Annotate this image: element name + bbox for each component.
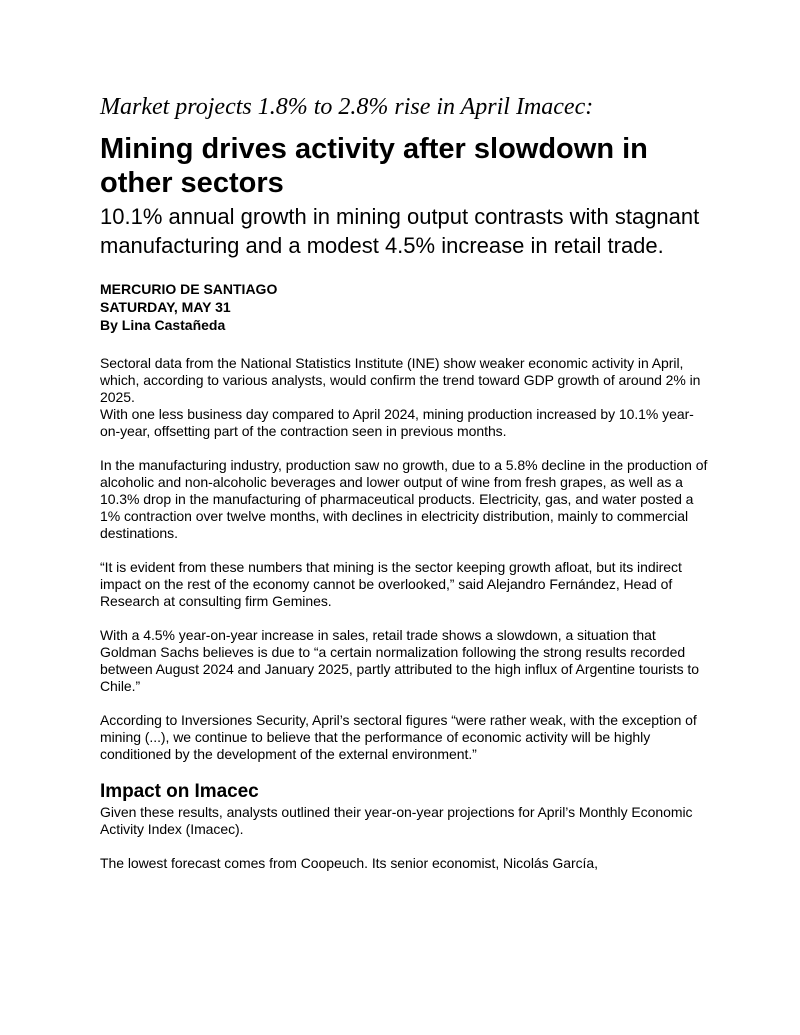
publication-date: SATURDAY, MAY 31 bbox=[100, 299, 231, 315]
section-paragraph: The lowest forecast comes from Coopeuch. Its senior economist, Nicolás García, bbox=[100, 855, 598, 871]
article-kicker: Market projects 1.8% to 2.8% rise in April Imacec: bbox=[100, 94, 594, 120]
body-paragraph: Sectoral data from the National Statistics Institute (INE) show weaker economic activity in April, which, according to various analysts, would confirm the trend toward GDP growth of around 2% in 2025. bbox=[100, 355, 701, 405]
body-paragraph: With a 4.5% year-on-year increase in sales, retail trade shows a slowdown, a situation that Goldman Sachs believes is due to “a certain normalization following the strong results recorded between August 2024 and January 2025, partly attributed to the high influx of Argentine tourists to Chile.” bbox=[100, 627, 700, 694]
article-body bbox=[100, 355, 710, 872]
body-paragraph: According to Inversiones Security, April’s sectoral figures “were rather weak, with the exception of mining (...), we continue to believe that the performance of economic activity will be highly conditioned by the development of the external environment.” bbox=[100, 712, 697, 762]
article bbox=[100, 92, 710, 872]
section-heading: Impact on Imacec bbox=[100, 781, 259, 802]
body-paragraph: “It is evident from these numbers that mining is the sector keeping growth afloat, but its indirect impact on the rest of the economy cannot be overlooked,” said Alejandro Fernández, Head of Research at consulting firm Gemines. bbox=[100, 559, 682, 609]
section-paragraph: Given these results, analysts outlined their year-on-year projections for April’s Monthly Economic Activity Index (Imacec). bbox=[100, 804, 693, 837]
byline bbox=[100, 280, 710, 334]
body-paragraph: In the manufacturing industry, production saw no growth, due to a 5.8% decline in the production of alcoholic and non-alcoholic beverages and lower output of wine from fresh grapes, as well as a 10.3% drop in the manufacturing of pharmaceutical products. Electricity, gas, and water posted a 1% contraction over twelve months, with declines in electricity distribution, mainly to commercial destinations. bbox=[100, 457, 708, 541]
article-headline: Mining drives activity after slowdown in other sectors bbox=[100, 133, 648, 199]
body-paragraph: With one less business day compared to April 2024, mining production increased by 10.1% year-on-year, offsetting part of the contraction seen in previous months. bbox=[100, 406, 694, 439]
publication-name: MERCURIO DE SANTIAGO bbox=[100, 281, 278, 297]
author-name: By Lina Castañeda bbox=[100, 317, 226, 333]
article-subheadline: 10.1% annual growth in mining output contrasts with stagnant manufacturing and a modest 4.5% increase in retail trade. bbox=[100, 204, 700, 258]
